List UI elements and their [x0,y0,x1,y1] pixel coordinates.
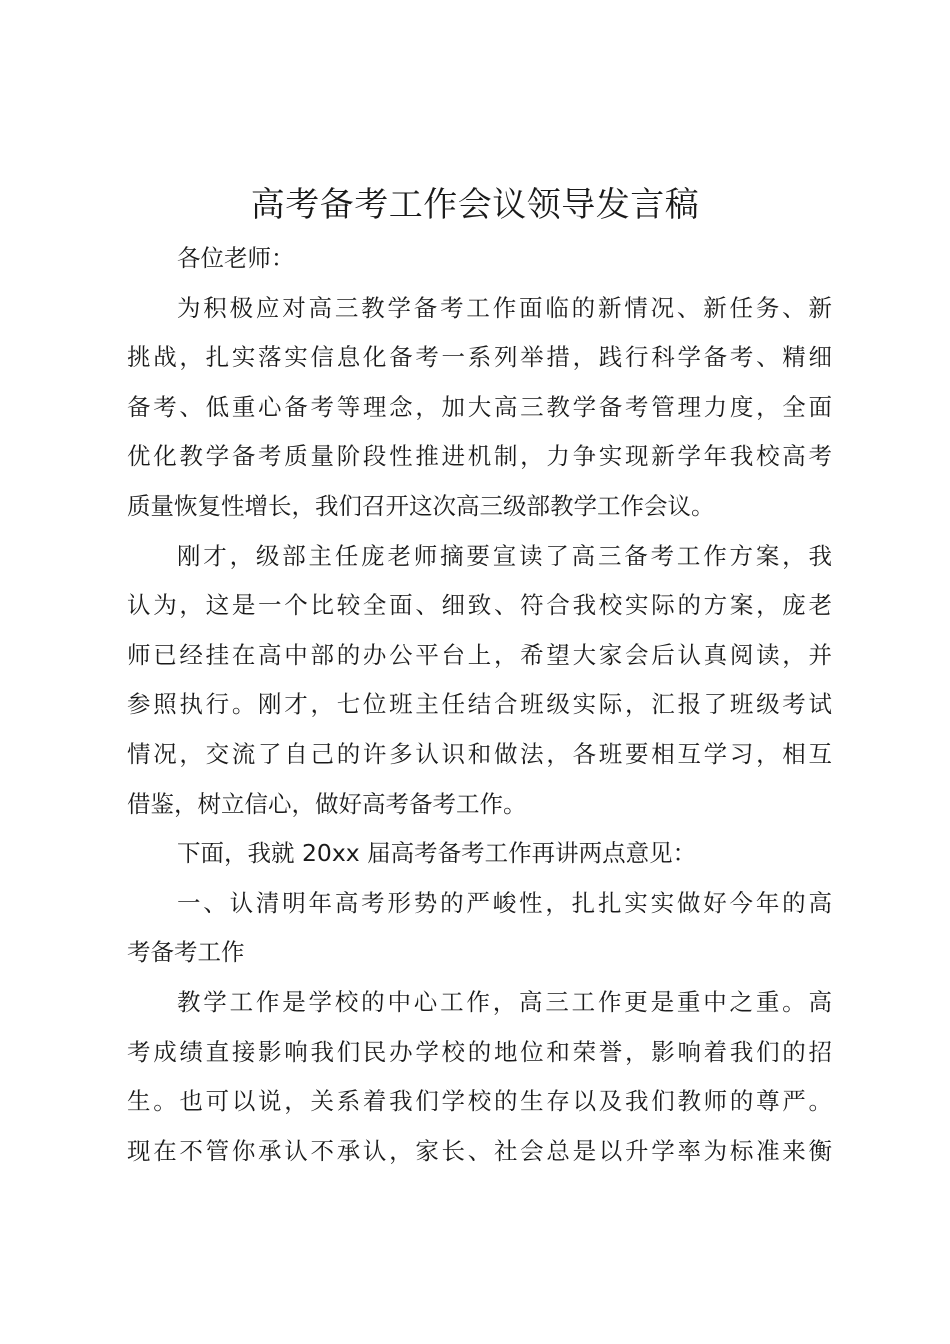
paragraph-line: 情况，交流了自己的许多认识和做法，各班要相互学习，相互 [127,739,832,768]
paragraph-line: 师已经挂在高中部的办公平台上，希望大家会后认真阅读，并 [127,640,832,669]
paragraph-line: 挑战，扎实落实信息化备考一系列举措，践行科学备考、精细 [127,343,832,372]
paragraph-line: 认为，这是一个比较全面、细致、符合我校实际的方案，庞老 [127,591,832,620]
paragraph-line: 生。也可以说，关系着我们学校的生存以及我们教师的尊严。 [127,1087,832,1116]
paragraph-line: 刚才，级部主任庞老师摘要宣读了高三备考工作方案，我 [177,541,832,570]
section-heading-line: 考备考工作 [127,938,245,967]
paragraph-line: 参照执行。刚才，七位班主任结合班级实际，汇报了班级考试 [127,690,832,719]
paragraph-line: 借鉴，树立信心，做好高考备考工作。 [127,789,527,818]
document-body [127,234,832,1176]
paragraph-line: 下面，我就 20xx 届高考备考工作再讲两点意见： [177,839,697,868]
paragraph-line: 质量恢复性增长，我们召开这次高三级部教学工作会议。 [127,491,715,520]
salutation-line: 各位老师： [177,244,295,272]
paragraph-line: 备考、低重心备考等理念，加大高三教学备考管理力度，全面 [127,392,832,421]
paragraph-line: 现在不管你承认不承认，家长、社会总是以升学率为标准来衡 [127,1136,832,1165]
document-title: 高考备考工作会议领导发言稿 [250,185,700,225]
section-heading-line: 一、认清明年高考形势的严峻性，扎扎实实做好今年的高 [177,888,832,917]
paragraph-line: 教学工作是学校的中心工作，高三工作更是重中之重。高 [177,987,832,1016]
paragraph-line: 为积极应对高三教学备考工作面临的新情况、新任务、新 [177,293,832,322]
paragraph-line: 优化教学备考质量阶段性推进机制，力争实现新学年我校高考 [127,442,832,471]
paragraph-line: 考成绩直接影响我们民办学校的地位和荣誉，影响着我们的招 [127,1037,832,1066]
